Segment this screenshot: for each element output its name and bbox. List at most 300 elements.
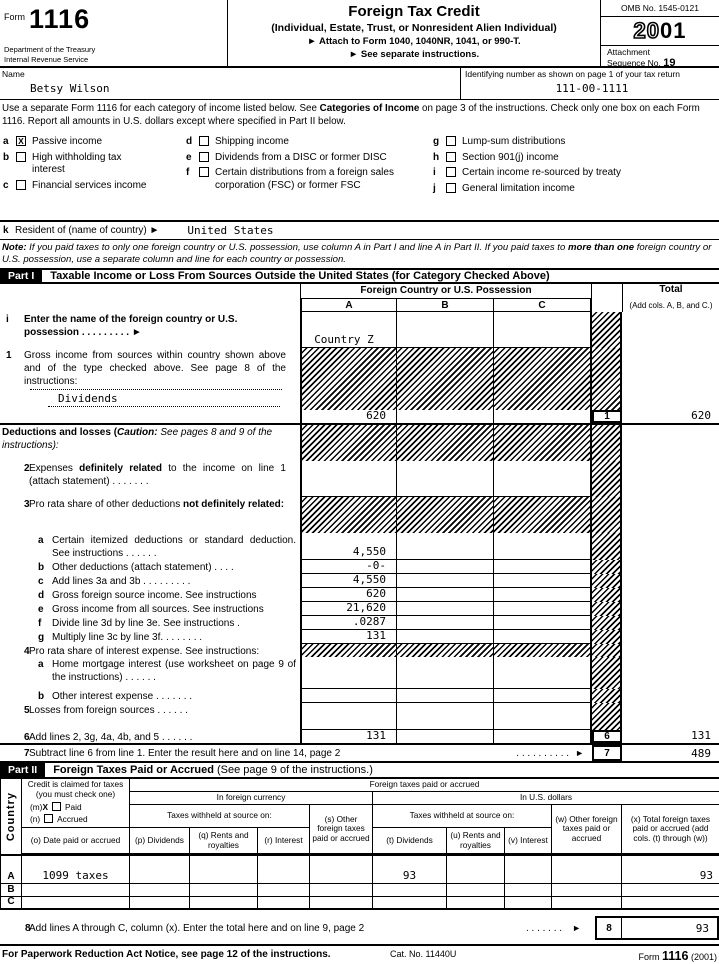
line-2-description (0, 461, 300, 497)
line-2-amount-a[interactable] (300, 461, 397, 497)
m-label: (m) (30, 801, 43, 812)
line-8-text: Add lines A through C, column (x). Enter the total here and on line 9, page 2 (29, 922, 365, 934)
hatched-cell (592, 588, 622, 602)
row-a-col-w[interactable] (552, 854, 622, 884)
line-3b-description (0, 560, 300, 574)
line-4a-description (0, 657, 300, 689)
empty-cell (622, 644, 719, 657)
line-6-amount-c[interactable] (494, 730, 592, 743)
line-letter: c (38, 576, 44, 587)
note-paragraph (0, 240, 719, 268)
hatched-cell (592, 574, 622, 588)
checkbox-shipping[interactable] (199, 136, 209, 146)
hatched-cell (397, 348, 494, 410)
row-a-col-t[interactable]: 93 (373, 854, 447, 884)
line-6-total[interactable]: 131 (691, 729, 711, 742)
line-3d-amount-c[interactable] (494, 588, 592, 602)
column-b-header: B (397, 299, 494, 312)
col-w-header: (w) Other foreign taxes paid or accrued (552, 805, 622, 854)
category-letter: e (186, 151, 192, 163)
page-footer (0, 944, 719, 964)
line-1-amount-a[interactable]: 620 (300, 410, 397, 423)
row-a-col-s[interactable] (310, 854, 373, 884)
line-8-description (0, 916, 595, 940)
line-3b-amount-a[interactable]: -0- (300, 560, 397, 574)
row-c-col-v[interactable] (505, 897, 552, 910)
hatched-cell (592, 560, 622, 574)
year-outline: 20 (633, 18, 660, 43)
part2-chip: Part II (0, 763, 45, 777)
checkbox-section-901j[interactable] (446, 152, 456, 162)
hatched-cell (397, 644, 494, 657)
form-number-block (0, 0, 228, 66)
line-3b-amount-c[interactable] (494, 560, 592, 574)
empty-cell (0, 410, 300, 423)
empty-cell (622, 461, 719, 497)
empty-cell (622, 703, 719, 730)
line-7-box: 7 (592, 745, 622, 761)
category-letter: h (433, 151, 440, 163)
line-1-amount-b[interactable] (397, 410, 494, 423)
line-4b-amount-b[interactable] (397, 689, 494, 703)
checkbox-lump-sum[interactable] (446, 136, 456, 146)
attach-instruction: ► Attach to Form 1040, 1040NR, 1041, or 990-T. (307, 36, 521, 47)
category-g (430, 136, 719, 149)
line-5-amount-a[interactable] (300, 703, 397, 730)
category-letter: j (433, 182, 436, 194)
line-k-resident (0, 220, 719, 240)
hatched-cell (300, 425, 397, 461)
withheld-us-header: Taxes withheld at source on: (373, 805, 552, 828)
line-letter: g (38, 632, 45, 643)
line-4a-amount-a[interactable] (300, 657, 397, 689)
line-6-text: Add lines 2, 3g, 4a, 4b, and 5 . . . . . . (29, 732, 193, 743)
line-1-amount-c[interactable] (494, 410, 592, 423)
empty-cell (0, 299, 300, 312)
hatched-cell (592, 703, 622, 730)
hatched-cell (592, 497, 622, 533)
line-8-box: 8 (595, 916, 622, 940)
row-c-col-t[interactable] (373, 897, 447, 910)
line-6-description (0, 730, 300, 743)
row-a-col-r[interactable] (258, 854, 310, 884)
resident-country-field[interactable]: United States (187, 224, 274, 237)
col-o-header: (o) Date paid or accrued (22, 828, 130, 854)
empty-cell (622, 602, 719, 616)
row-c-label: C (0, 897, 22, 910)
line-2-amount-b[interactable] (397, 461, 494, 497)
line-i-description (0, 312, 300, 348)
category-label: Certain income re-sourced by treaty (462, 167, 621, 178)
form-subtitle: (Individual, Estate, Trust, or Nonresident Alien Individual) (271, 22, 557, 34)
line-3c-amount-c[interactable] (494, 574, 592, 588)
income-category-section (0, 132, 719, 210)
footer-form-word: Form (638, 952, 660, 962)
paid-mark: X (42, 801, 48, 812)
row-b-date-field[interactable] (22, 884, 130, 897)
form-header (0, 0, 719, 68)
empty-cell (622, 425, 719, 461)
line-2-amount-c[interactable] (494, 461, 592, 497)
n-label: (n) (30, 813, 41, 824)
row-b-col-t[interactable] (373, 884, 447, 897)
line-4b-amount-c[interactable] (494, 689, 592, 703)
line-3f-text: Divide line 3d by line 3e. See instructions . (52, 618, 240, 629)
country-vertical-text: Country (5, 791, 17, 842)
part2-bar (0, 763, 719, 779)
row-b-col-p[interactable] (130, 884, 190, 897)
category-label: Certain distributions from a foreign sales corporation (FSC) or former FSC (215, 167, 394, 191)
part1-bar (0, 268, 719, 284)
category-c (0, 180, 183, 193)
checkbox-accrued[interactable] (44, 814, 53, 823)
dot-leader: . . . . . . . . . . (516, 747, 570, 759)
line-3f-ratio-c[interactable] (494, 616, 592, 630)
row-b-col-u[interactable] (447, 884, 505, 897)
country-column-label (0, 779, 22, 854)
name-label: Name (2, 69, 25, 79)
category-letter: a (3, 136, 9, 147)
row-a-date-field[interactable]: 1099 taxes (22, 854, 130, 884)
omb-number: OMB No. 1545-0121 (601, 0, 719, 17)
foreign-taxes-header: Foreign taxes paid or accrued (130, 779, 719, 792)
hatched-cell (592, 312, 622, 348)
category-label: Passive income (32, 136, 103, 147)
line-3-pre: Pro rata share of other deductions (29, 499, 183, 510)
column-a-header: A (300, 299, 397, 312)
line-letter: a (38, 535, 44, 546)
spacer (0, 210, 719, 220)
note-text-2: foreign country or U.S. possession, use a separate column and line for each country or possession. (2, 242, 712, 266)
empty-cell (622, 630, 719, 644)
part2-title-note: (See page 9 of the instructions.) (216, 764, 373, 776)
category-f (183, 167, 430, 192)
line-6-box: 6 (592, 730, 622, 743)
line-number: 3 (24, 499, 30, 510)
intro-post: on page 3 of the instructions. Check only one box on each Form 1116. Report all amounts in U.S. dollars except where specified in Part II below. (2, 103, 700, 127)
hatched-cell (494, 425, 592, 461)
checkbox-general-limitation[interactable] (446, 183, 456, 193)
row-a-col-u[interactable] (447, 854, 505, 884)
empty-cell (0, 284, 300, 299)
dotted-line (30, 389, 282, 390)
hatched-cell (592, 533, 622, 560)
row-b-label: B (0, 884, 22, 897)
footer-form-year: (2001) (690, 952, 717, 962)
row-c-col-q[interactable] (190, 897, 258, 910)
checkbox-fsc-distributions[interactable] (199, 167, 209, 177)
line-7-total[interactable]: 489 (691, 747, 711, 760)
income-type-field[interactable]: Dividends (48, 392, 280, 408)
line-3f-ratio-b[interactable] (397, 616, 494, 630)
line-3f-ratio-a[interactable]: .0287 (300, 616, 397, 630)
paid-label: Paid (64, 801, 82, 812)
form-footer-id (550, 949, 719, 963)
line-3c-amount-b[interactable] (397, 574, 494, 588)
row-c-col-r[interactable] (258, 897, 310, 910)
category-e (183, 152, 430, 165)
line-5-text: Losses from foreign sources . . . . . . (29, 705, 188, 716)
line-3-description (0, 497, 300, 533)
row-c-date-field[interactable] (22, 897, 130, 910)
line-3a-amount-c[interactable] (494, 533, 592, 560)
empty-cell (622, 533, 719, 560)
col-p-header: (p) Dividends (130, 828, 190, 854)
checkbox-resourced-treaty[interactable] (446, 167, 456, 177)
part2-title: Foreign Taxes Paid or Accrued (53, 764, 214, 776)
column-c-header: C (494, 299, 592, 312)
hatched-cell (397, 497, 494, 533)
empty-cell (592, 284, 622, 299)
line-4-text: Pro rata share of interest expense. See instructions: (29, 646, 260, 657)
sequence-label: Sequence No. (607, 58, 661, 69)
line-number: 5 (24, 705, 30, 716)
row-c-col-s[interactable] (310, 897, 373, 910)
row-c-col-x[interactable] (622, 897, 719, 910)
line-1-total[interactable]: 620 (691, 409, 711, 422)
resident-label: Resident of (name of country) ► (15, 225, 160, 236)
line-3d-amount-b[interactable] (397, 588, 494, 602)
hatched-cell (300, 348, 397, 410)
empty-cell (622, 574, 719, 588)
hatched-cell (397, 425, 494, 461)
note-label: Note: (2, 242, 27, 253)
category-b (0, 152, 183, 177)
row-b-col-r[interactable] (258, 884, 310, 897)
hatched-cell (592, 657, 622, 689)
agency-line-2: Internal Revenue Service (4, 54, 89, 64)
line-number: 7 (24, 747, 30, 759)
line-3e-description (0, 602, 300, 616)
row-a-label: A (0, 854, 22, 884)
checkbox-disc-dividends[interactable] (199, 152, 209, 162)
line-3e-amount-a[interactable]: 21,620 (300, 602, 397, 616)
row-a-col-x[interactable]: 93 (622, 854, 719, 884)
country-name-field-a[interactable]: Country Z (300, 312, 397, 348)
intro-pre: Use a separate Form 1116 for each category of income listed below. See (2, 103, 320, 114)
line-3f-description (0, 616, 300, 630)
line-4b-description (0, 689, 300, 703)
sequence-number: 19 (663, 57, 676, 70)
paperwork-notice: For Paperwork Reduction Act Notice, see page 12 of the instructions. (2, 949, 331, 960)
dot-leader: . . . . . . . (525, 922, 563, 934)
deductions-bold: Deductions and losses ( (2, 427, 118, 438)
name-row (0, 68, 719, 100)
category-label: High withholding tax interest (32, 151, 122, 175)
category-letter: d (186, 136, 193, 147)
foreign-country-group-header: Foreign Country or U.S. Possession (300, 284, 592, 299)
category-d (183, 136, 430, 149)
empty-cell (592, 299, 622, 312)
checkbox-financial-services[interactable] (16, 180, 26, 190)
category-label: Financial services income (32, 179, 147, 191)
line-2-pre: Expenses (29, 463, 80, 474)
category-label: Dividends from a DISC or former DISC (215, 151, 387, 163)
line-letter: f (38, 618, 42, 629)
deductions-italic: See pages 8 and 9 of the instructions): (2, 427, 273, 452)
empty-cell (622, 657, 719, 689)
row-b-col-q[interactable] (190, 884, 258, 897)
deductions-header (0, 425, 300, 461)
line-3a-description (0, 533, 300, 560)
part1-title: Taxable Income or Loss From Sources Outside the United States (for Category Checked Above) (50, 270, 550, 282)
empty-cell (622, 616, 719, 630)
year-solid: 01 (660, 18, 687, 43)
total-subheader: (Add cols. A, B, and C.) (622, 299, 719, 312)
part1-chip: Part I (0, 270, 42, 282)
intro-paragraph (0, 100, 719, 132)
line-letter: b (38, 562, 45, 573)
category-label: Lump-sum distributions (462, 136, 566, 147)
attachment-label: Attachment (607, 47, 650, 57)
hatched-cell (494, 644, 592, 657)
line-2-post: to the income on line 1 (attach statement) . . . . . . . (29, 463, 286, 488)
tax-year (601, 17, 719, 46)
line-1-text: Gross income from sources within country shown above and of the type checked above. See page 8 of the instructions: (24, 350, 286, 388)
row-a-col-v[interactable] (505, 854, 552, 884)
checkbox-paid[interactable] (52, 802, 61, 811)
line-number: 1 (6, 350, 12, 361)
category-label: General limitation income (462, 182, 575, 194)
row-a-col-q[interactable] (190, 854, 258, 884)
form-title-block (228, 0, 600, 66)
hatched-cell (592, 425, 622, 461)
line-3g-amount-a[interactable]: 131 (300, 630, 397, 644)
in-us-dollars-header: In U.S. dollars (373, 792, 719, 805)
category-label: Shipping income (215, 136, 289, 147)
row-b-col-x[interactable] (622, 884, 719, 897)
hatched-cell (300, 497, 397, 533)
note-bold: more than one (567, 242, 635, 253)
part1-table (0, 284, 719, 763)
line-5-amount-c[interactable] (494, 703, 592, 730)
empty-cell (622, 560, 719, 574)
line-number: 8 (25, 922, 31, 934)
category-a (0, 136, 183, 149)
category-letter: i (433, 167, 436, 178)
category-h (430, 152, 719, 165)
omb-block (600, 0, 719, 70)
line-8-total[interactable]: 93 (622, 916, 719, 940)
line-1-description (0, 348, 300, 410)
line-6-amount-a[interactable]: 131 (300, 730, 397, 743)
line-4a-amount-c[interactable] (494, 657, 592, 689)
line-3g-text: Multiply line 3c by line 3f. . . . . . . . (52, 632, 203, 643)
col-q-header: (q) Rents and royalties (190, 828, 258, 854)
line-5-amount-b[interactable] (397, 703, 494, 730)
hatched-cell (592, 616, 622, 630)
row-c-col-p[interactable] (130, 897, 190, 910)
line-4b-text: Other interest expense . . . . . . . (52, 691, 193, 702)
line-3g-description (0, 630, 300, 644)
hatched-cell (592, 644, 622, 657)
line-3d-text: Gross foreign source income. See instructions (52, 590, 257, 601)
line-letter: d (38, 590, 45, 601)
country-name-field-b[interactable] (397, 312, 494, 348)
line-letter: b (38, 691, 45, 702)
hatched-cell (592, 461, 622, 497)
row-b-col-s[interactable] (310, 884, 373, 897)
country-name-field-c[interactable] (494, 312, 592, 348)
empty-cell (622, 689, 719, 703)
line-number: 4 (24, 646, 30, 657)
line-3g-amount-b[interactable] (397, 630, 494, 644)
line-number: 2 (24, 463, 30, 474)
line-7-text: Subtract line 6 from line 1. Enter the result here and on line 14, page 2 (29, 747, 341, 759)
col-r-header: (r) Interest (258, 828, 310, 854)
in-foreign-currency-header: In foreign currency (130, 792, 373, 805)
empty-cell (622, 588, 719, 602)
line-3b-amount-b[interactable] (397, 560, 494, 574)
line-8-row (0, 916, 719, 940)
line-6-amount-b[interactable] (397, 730, 494, 743)
identifying-number-field[interactable]: 111-00-1111 (555, 82, 629, 95)
hatched-cell (592, 689, 622, 703)
line-3a-amount-b[interactable] (397, 533, 494, 560)
category-letter: g (433, 136, 440, 147)
category-letter: c (3, 179, 9, 191)
line-1-box: 1 (592, 410, 622, 423)
agency-line-1: Department of the Treasury (4, 45, 96, 55)
line-3d-amount-a[interactable]: 620 (300, 588, 397, 602)
line-4a-amount-b[interactable] (397, 657, 494, 689)
category-i (430, 167, 719, 180)
see-instruction: ► See separate instructions. (348, 49, 480, 60)
checkbox-passive-income[interactable]: X (16, 136, 26, 146)
hatched-cell (592, 348, 622, 410)
checkbox-high-withholding[interactable] (16, 152, 26, 162)
line-3e-amount-c[interactable] (494, 602, 592, 616)
category-j (430, 183, 719, 196)
line-number: 6 (24, 732, 30, 743)
line-2-bold: definitely related (79, 463, 163, 474)
row-c-col-u[interactable] (447, 897, 505, 910)
line-7-description (0, 745, 592, 761)
deductions-caution: Caution: (117, 427, 158, 438)
line-4b-amount-a[interactable] (300, 689, 397, 703)
form-word: Form (4, 12, 25, 22)
col-s-header: (s) Other foreign taxes paid or accrued (310, 805, 373, 854)
row-b-col-v[interactable] (505, 884, 552, 897)
line-letter: k (3, 225, 9, 236)
category-label: Section 901(j) income (462, 151, 559, 163)
right-arrow-icon: ► (572, 923, 581, 933)
line-3-bold: not definitely related: (182, 499, 285, 510)
footer-form-number: 1116 (662, 949, 689, 963)
empty-cell (622, 312, 719, 348)
line-5-description (0, 703, 300, 730)
category-letter: b (3, 151, 10, 163)
line-3g-amount-c[interactable] (494, 630, 592, 644)
row-c-col-w[interactable] (552, 897, 622, 910)
row-b-col-w[interactable] (552, 884, 622, 897)
line-3e-text: Gross income from all sources. See instructions (52, 604, 264, 615)
line-letter: e (38, 604, 44, 615)
name-field[interactable]: Betsy Wilson (30, 82, 110, 95)
row-a-col-p[interactable] (130, 854, 190, 884)
dot-leader: . . . . . . . . . ► (81, 327, 142, 339)
hatched-cell (494, 497, 592, 533)
line-3e-amount-b[interactable] (397, 602, 494, 616)
empty-cell (622, 497, 719, 533)
note-text-1: If you paid taxes to only one foreign country or U.S. possession, use column A in Part I and line A in Part II. If you paid taxes to (26, 242, 568, 253)
form-title: Foreign Tax Credit (348, 3, 480, 20)
line-3c-amount-a[interactable]: 4,550 (300, 574, 397, 588)
category-letter: f (186, 167, 190, 178)
line-3a-amount-a[interactable]: 4,550 (300, 533, 397, 560)
line-4a-text: Home mortgage interest (use worksheet on page 9 of the instructions) . . . . . . (52, 659, 296, 684)
part2-table (0, 779, 719, 910)
